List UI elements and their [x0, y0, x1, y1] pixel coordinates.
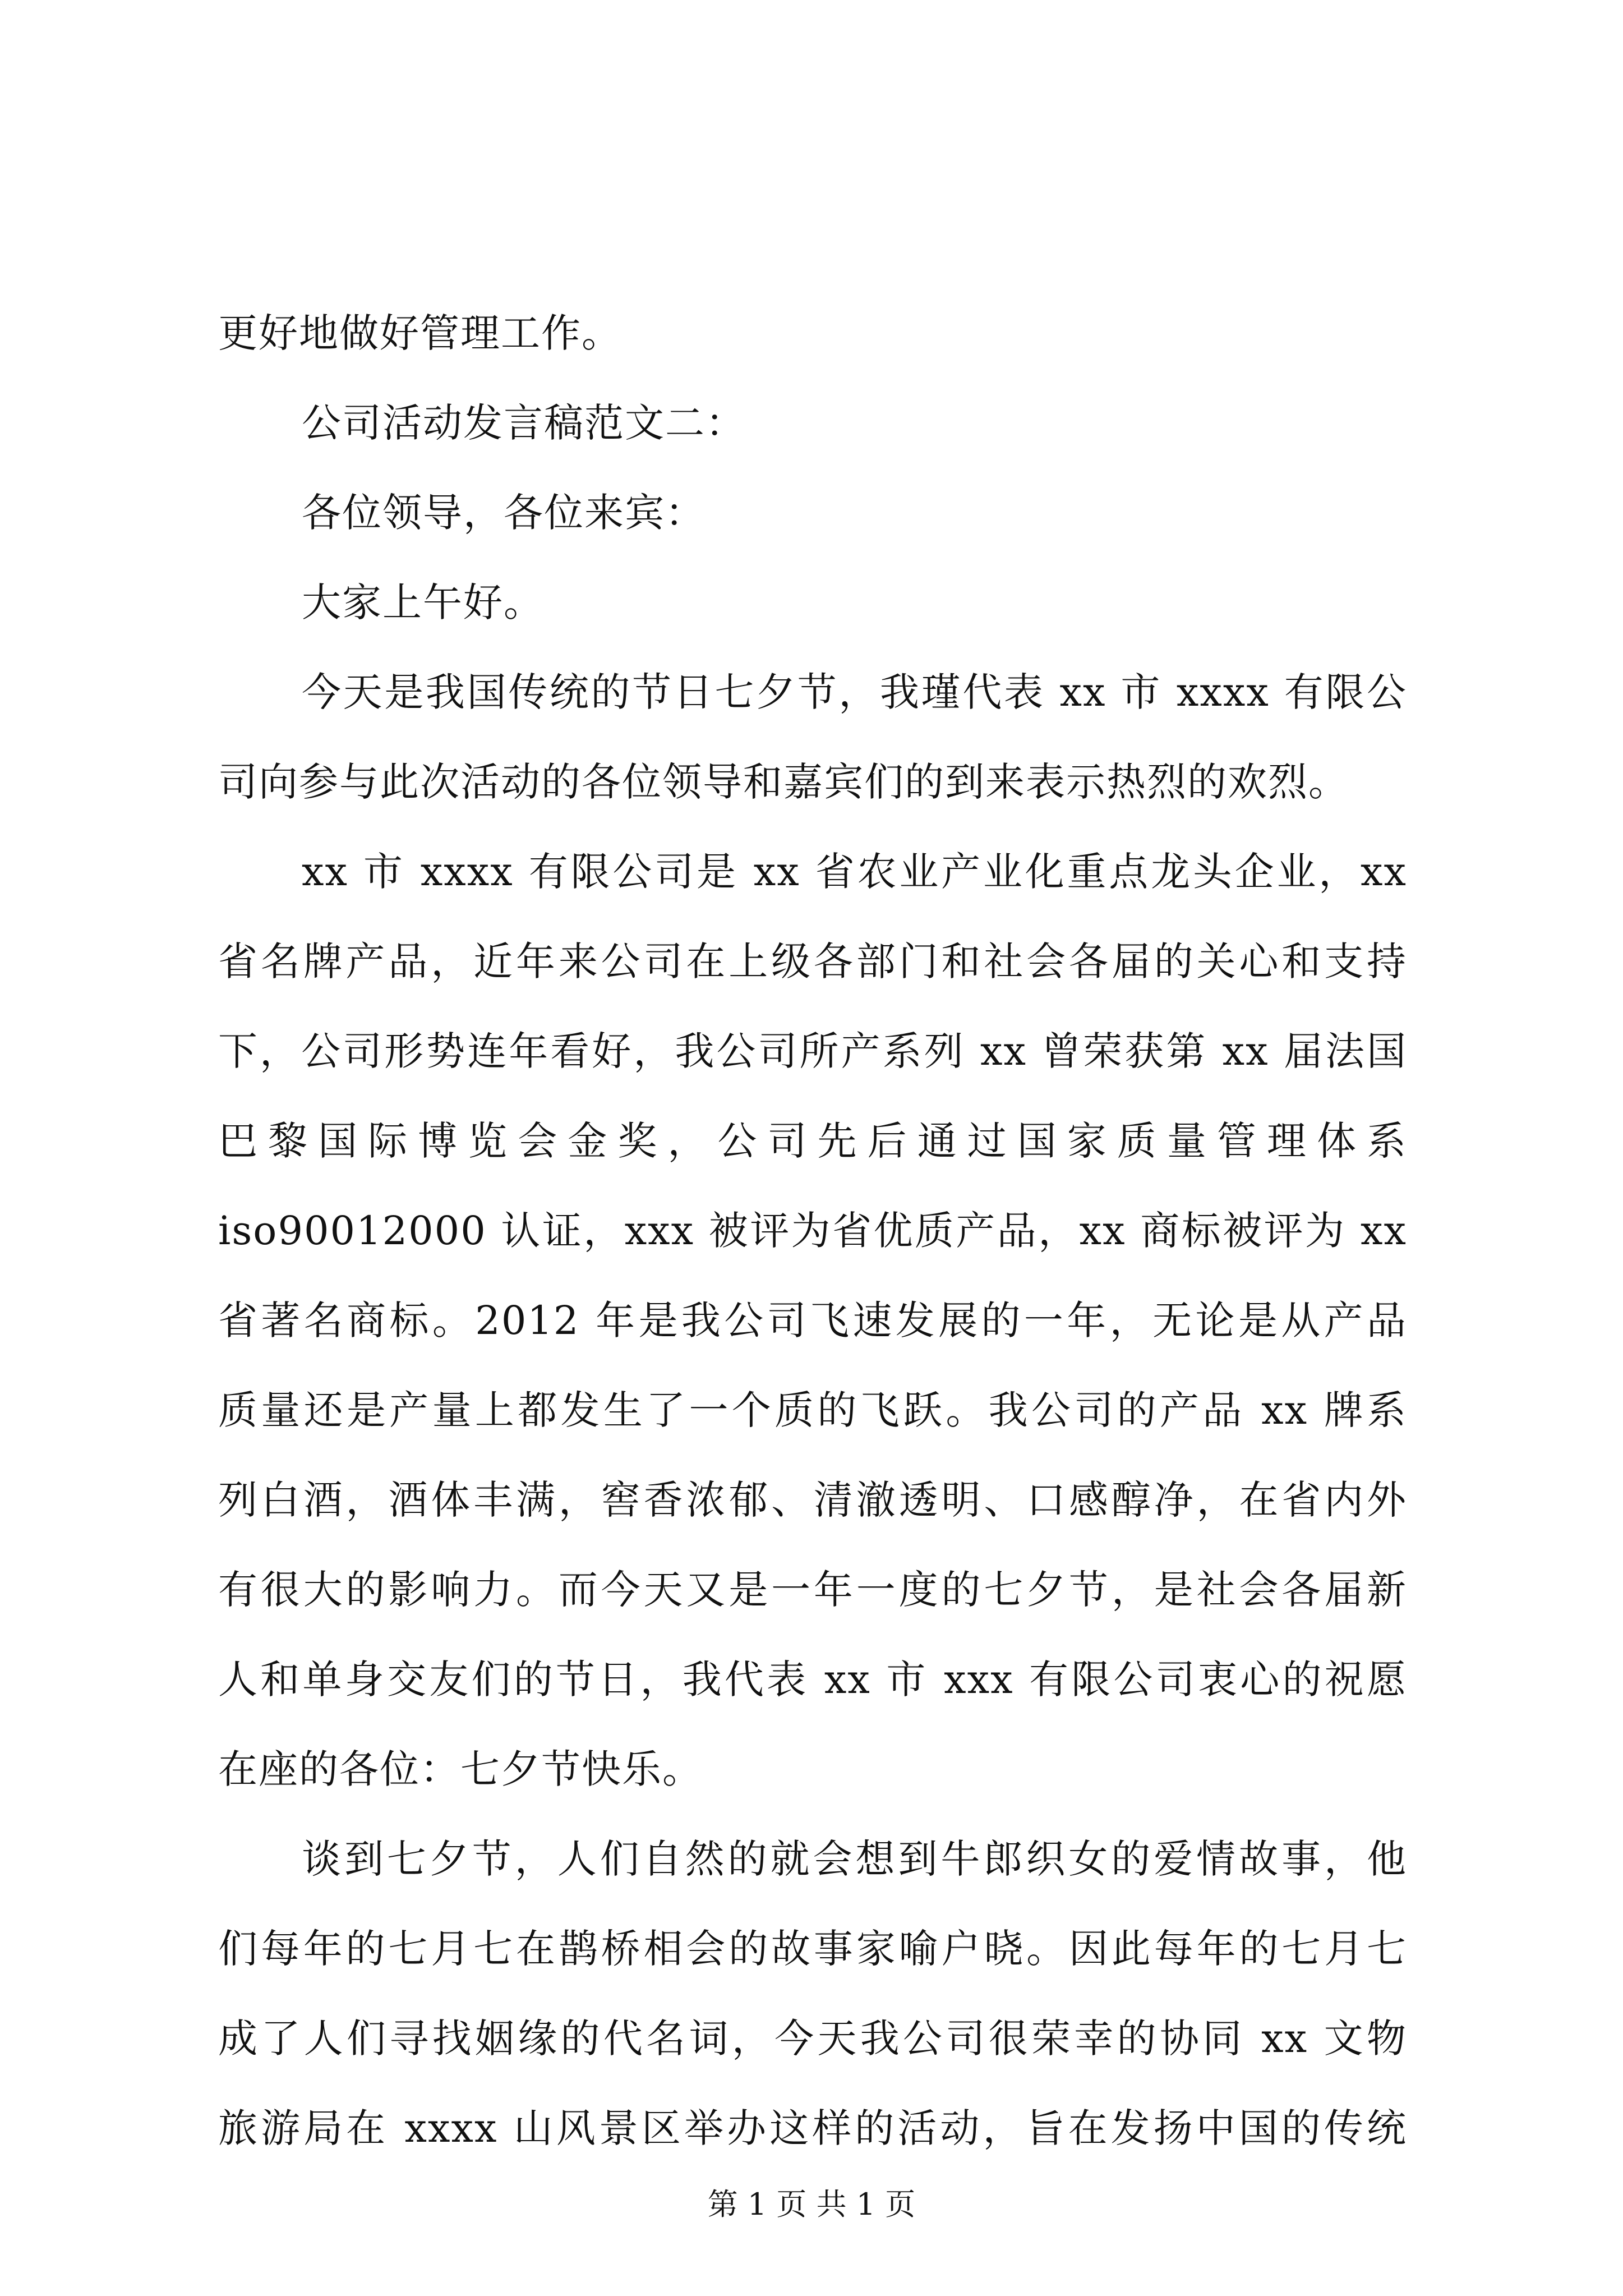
page-footer: [0, 2182, 1623, 2227]
salutation: [0, 468, 1623, 558]
text-line: [0, 1814, 1623, 1904]
greeting: [0, 558, 1623, 647]
line-text: 大家上午好。: [302, 579, 544, 625]
line-text: 旅游局在 xxxx 山风景区举办这样的活动，旨在发扬中国的传统: [218, 2105, 1407, 2151]
text-line: [0, 1276, 1623, 1365]
line-text: xx 市 xxxx 有限公司是 xx 省农业产业化重点龙头企业，xx: [302, 849, 1407, 895]
line-text: 列白酒，酒体丰满，窖香浓郁、清澈透明、口感醇净，在省内外: [218, 1477, 1407, 1523]
text-line: [0, 1724, 1623, 1814]
line-text: 公司活动发言稿范文二：: [302, 400, 746, 446]
line-text: 司向参与此次活动的各位领导和嘉宾们的到来表示热烈的欢烈。: [218, 759, 1349, 805]
text-line: [0, 288, 1623, 378]
line-text: 省名牌产品，近年来公司在上级各部门和社会各届的关心和支持: [218, 938, 1407, 984]
text-line: [0, 1096, 1623, 1186]
text-line: [0, 827, 1623, 917]
text-line: [0, 1006, 1623, 1096]
text-line: [0, 917, 1623, 1006]
line-text: 巴黎国际博览会金奖，公司先后通过国家质量管理体系: [218, 1118, 1407, 1164]
text-line: [0, 1635, 1623, 1724]
line-text: 人和单身交友们的节日，我代表 xx 市 xxx 有限公司衷心的祝愿: [218, 1657, 1407, 1703]
page-number-label: 第 1 页 共 1 页: [707, 2187, 916, 2222]
section-heading: [0, 378, 1623, 468]
line-text: 质量还是产量上都发生了一个质的飞跃。我公司的产品 xx 牌系: [218, 1387, 1407, 1433]
line-text: iso90012000 认证，xxx 被评为省优质产品，xx 商标被评为 xx: [218, 1208, 1407, 1254]
text-line: [0, 1455, 1623, 1545]
line-text: 各位领导，各位来宾：: [302, 490, 706, 536]
text-line: [0, 1994, 1623, 2083]
line-text: 今天是我国传统的节日七夕节，我瑾代表 xx 市 xxxx 有限公: [302, 669, 1407, 715]
line-text: 成了人们寻找姻缘的代名词，今天我公司很荣幸的协同 xx 文物: [218, 2016, 1407, 2062]
text-line: [0, 1904, 1623, 1994]
text-line: [0, 647, 1623, 737]
line-text: 更好地做好管理工作。: [218, 310, 622, 356]
line-text: 谈到七夕节，人们自然的就会想到牛郎织女的爱情故事，他: [302, 1836, 1407, 1882]
line-text: 下，公司形势连年看好，我公司所产系列 xx 曾荣获第 xx 届法国: [218, 1028, 1407, 1074]
text-line: [0, 737, 1623, 827]
line-text: 在座的各位：七夕节快乐。: [218, 1746, 703, 1792]
text-line: [0, 2083, 1623, 2173]
line-text: 们每年的七月七在鹊桥相会的故事家喻户晓。因此每年的七月七: [218, 1926, 1407, 1972]
text-line: [0, 1186, 1623, 1276]
line-text: 省著名商标。2012 年是我公司飞速发展的一年，无论是从产品: [218, 1297, 1407, 1343]
line-text: 有很大的影响力。而今天又是一年一度的七夕节，是社会各届新: [218, 1567, 1407, 1613]
text-line: [0, 1545, 1623, 1635]
text-line: [0, 1365, 1623, 1455]
